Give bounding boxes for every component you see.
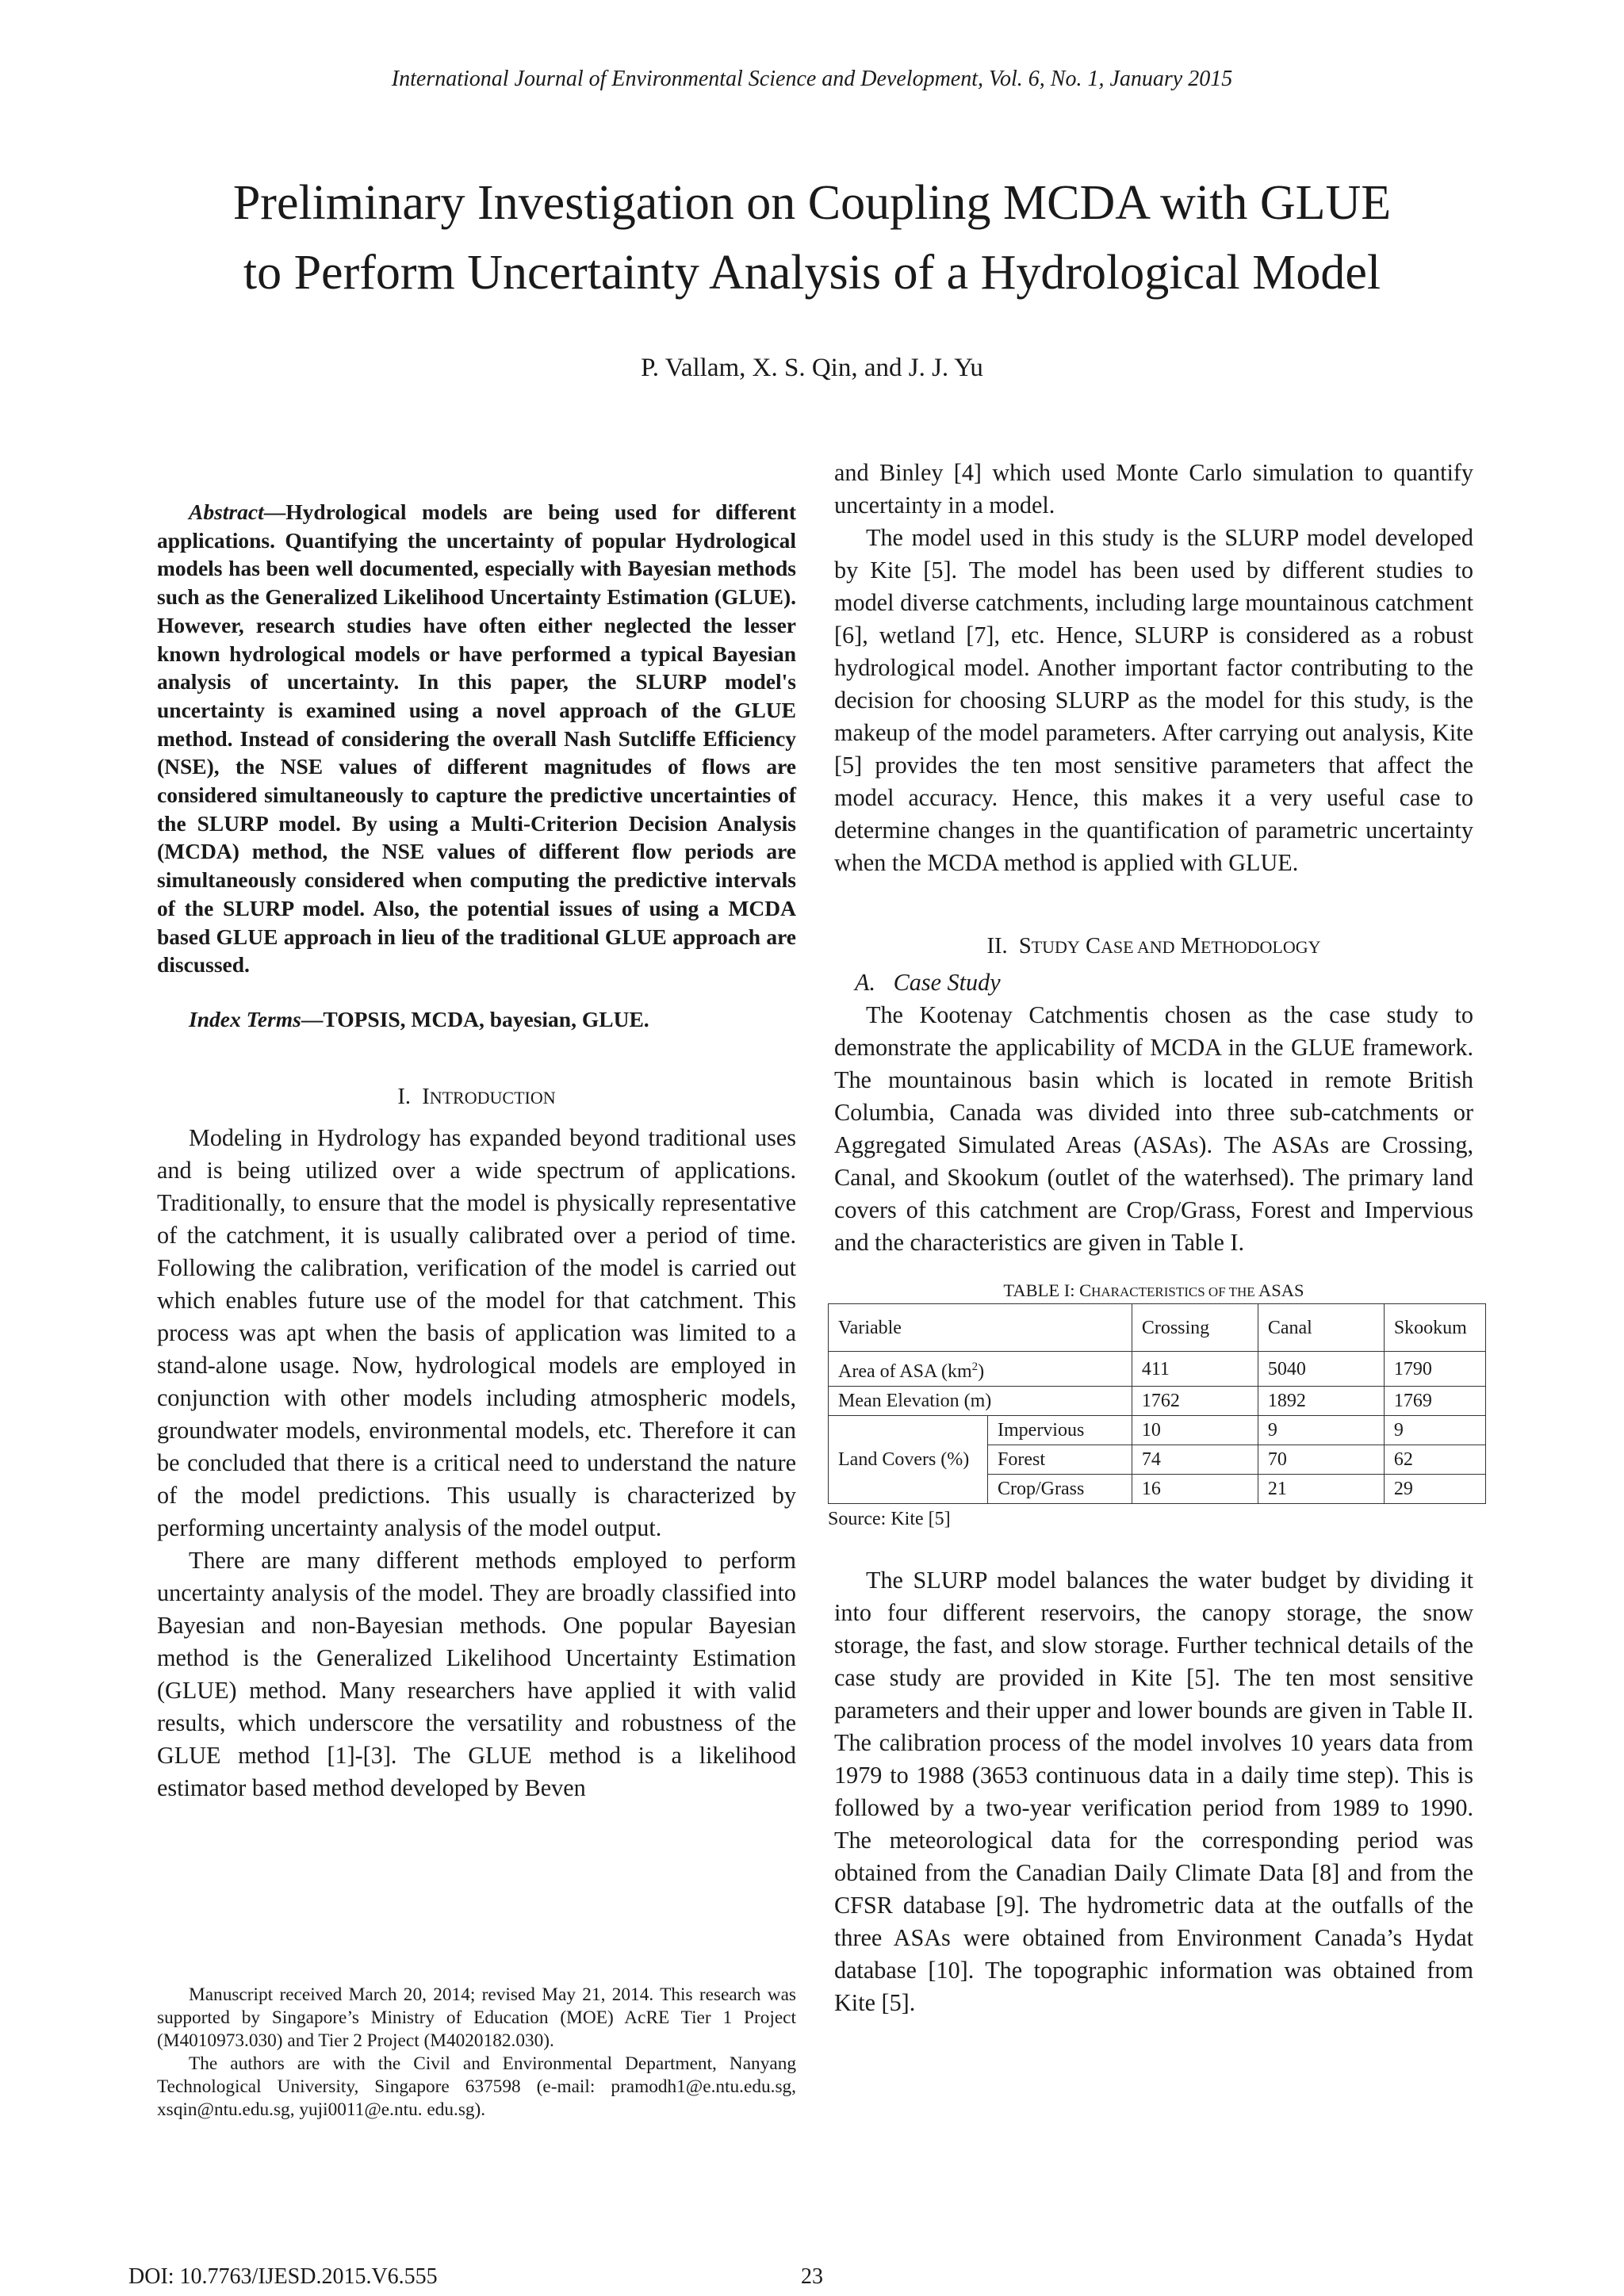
page-number: 23 bbox=[801, 2264, 823, 2289]
table-1-source: Source: Kite [5] bbox=[828, 1509, 951, 1529]
table-row bbox=[829, 1416, 1486, 1445]
title-line-2: to Perform Uncertainty Analysis of a Hydrological Model bbox=[243, 246, 1381, 300]
table-cell: 9 bbox=[1258, 1416, 1384, 1445]
table-cell: 10 bbox=[1132, 1416, 1258, 1445]
table-cell: 16 bbox=[1132, 1475, 1258, 1504]
table-1-caption: TABLE I: CHARACTERISTICS OF THE ASAS bbox=[1003, 1280, 1304, 1300]
table-header: Skookum bbox=[1384, 1304, 1485, 1352]
right-paragraph-slurp: The model used in this study is the SLURP model developed by Kite [5]. The model has been used by different studies to model diverse catchments, including large mountainous catchment [6], wetland [7], etc. Hence, SLURP is considered as a robust hydrological model. Another important factor contributing to the decision for choosing SLURP as the model for this study, is the makeup of the model parameters. After carrying out analysis, Kite [5] provides the ten most sensitive parameters that affect the model accuracy. Hence, this makes it a very useful case to determine changes in the quantification of parametric uncertainty when the MCDA method is applied with GLUE. bbox=[834, 524, 1473, 876]
index-terms-label: Index Terms bbox=[189, 1006, 301, 1031]
table-row bbox=[829, 1352, 1486, 1387]
intro-paragraph-1: Modeling in Hydrology has expanded beyond traditional uses and is being utilized over a wide spectrum of applications. Traditionally, to ensure that the model is physically representative of the catchment, it is usually calibrated over a period of time. Following the calibration, verification of the model is carried out which enables future use of the model for that catchment. This process was apt when the basis of application was limited to a stand-alone usage. Now, hydrological models are employed in conjunction with other models including atmospheric models, groundwater models, environmental models, etc. Therefore it can be concluded that there is a critical need to understand the nature of the model predictions. This usually is characterized by performing uncertainty analysis of the model output. bbox=[157, 1123, 796, 1541]
table-cell: 1762 bbox=[1132, 1387, 1258, 1416]
table-row bbox=[829, 1304, 1486, 1352]
table-cell: Mean Elevation (m) bbox=[829, 1387, 1132, 1416]
abstract-label: Abstract bbox=[189, 499, 264, 524]
table-cell: 70 bbox=[1258, 1445, 1384, 1475]
left-column bbox=[157, 498, 796, 1804]
table-cell: 62 bbox=[1384, 1445, 1485, 1475]
index-terms bbox=[157, 1005, 796, 1033]
table-cell: Impervious bbox=[988, 1416, 1132, 1445]
table-cell: Area of ASA $(km^2)$ bbox=[829, 1352, 1132, 1387]
footnote-affiliation: The authors are with the Civil and Environmental Department, Nanyang Technological University, Singapore 637598 (e-mail: pramodh1@e.ntu.edu.sg, xsqin@ntu.edu.sg, yuji0011@e.ntu. edu.sg). bbox=[157, 2053, 796, 2120]
journal-header: International Journal of Environmental Science and Development, Vol. 6, No. 1, January 2015 bbox=[391, 67, 1233, 91]
footnote-manuscript: Manuscript received March 20, 2014; revised May 21, 2014. This research was supported by Singapore’s Ministry of Education (MOE) AcRE Tier 1 Project (M4010973.030) and Tier 2 Project (M4020182.030). bbox=[157, 1984, 796, 2051]
table-cell: 1892 bbox=[1258, 1387, 1384, 1416]
table-cell: 411 bbox=[1132, 1352, 1258, 1387]
table-cell: 1769 bbox=[1384, 1387, 1485, 1416]
index-terms-text: —TOPSIS, MCDA, bayesian, GLUE. bbox=[301, 1006, 649, 1031]
table-cell: 74 bbox=[1132, 1445, 1258, 1475]
table-cell: 21 bbox=[1258, 1475, 1384, 1504]
table-header: Crossing bbox=[1132, 1304, 1258, 1352]
table-row bbox=[829, 1387, 1486, 1416]
paper-title bbox=[95, 168, 1529, 308]
intro-paragraph-2: There are many different methods employed to perform uncertainty analysis of the model. They are broadly classified into Bayesian and non-Bayesian methods. One popular Bayesian method is the Generalized Likelihood Uncertainty Estimation (GLUE) method. Many researchers have applied it with valid results, which underscore the versatility and robustness of the GLUE method [1]-[3]. The GLUE method is a likelihood estimator based method developed by Beven bbox=[157, 1546, 796, 1801]
section-heading-study-case: II. STUDY CASE AND METHODOLOGY bbox=[986, 934, 1321, 959]
abstract-text: —Hydrological models are being used for different applications. Quantifying the uncertainty of popular Hydrological models has been well documented, especially with Bayesian methods such as the Generalized Likelihood Uncertainty Estimation (GLUE). However, research studies have often either neglected the lesser known hydrological models or have performed a typical Bayesian analysis of uncertainty. In this paper, the SLURP model's uncertainty is examined using a novel approach of the GLUE method. Instead of considering the overall Nash Sutcliffe Efficiency (NSE), the NSE values of different magnitudes of flows are considered simultaneously to capture the predictive uncertainties of the SLURP model. By using a Multi-Criterion Decision Analysis (MCDA) method, the NSE values of different flow periods are simultaneously considered when computing the predictive intervals of the SLURP model. Also, the potential issues of using a MCDA based GLUE approach in lieu of the traditional GLUE approach are discussed. bbox=[157, 499, 796, 978]
title-line-1: Preliminary Investigation on Coupling MCDA with GLUE bbox=[232, 176, 1392, 230]
table-cell: 1790 bbox=[1384, 1352, 1485, 1387]
subsection-heading-case-study: A. Case Study bbox=[855, 969, 1001, 996]
case-study-paragraph-1: The Kootenay Catchmentis chosen as the case study to demonstrate the applicability of MCDA in the GLUE framework. The mountainous basin which is located in remote British Columbia, Canada was divided into three sub-catchments or Aggregated Simulated Areas (ASAs). The ASAs are Crossing, Canal, and Skookum (outlet of the waterhsed). The primary land covers of this catchment are Crop/Grass, Forest and Impervious and the characteristics are given in Table I. bbox=[834, 1001, 1473, 1256]
table-cell: Land Covers (%) bbox=[829, 1416, 988, 1504]
authors: P. Vallam, X. S. Qin, and J. J. Yu bbox=[641, 354, 983, 382]
table-header: Canal bbox=[1258, 1304, 1384, 1352]
case-study-paragraph-2: The SLURP model balances the water budget by dividing it into four different reservoirs, the canopy storage, the snow storage, the fast, and slow storage. Further technical details of the case study are provided in Kite [5]. The ten most sensitive parameters and their upper and lower bounds are given in Table II. The calibration process of the model involves 10 years data from 1979 to 1988 (3653 continuous data in a daily time step). This is followed by a two-year verification period from 1989 to 1990. The meteorological data for the corresponding period was obtained from the Canadian Daily Climate Data [8] and from the CFSR database [9]. The hydrometric data at the outfalls of the three ASAs were obtained from Environment Canada’s Hydat database [10]. The topographic information was obtained from Kite [5]. bbox=[834, 1567, 1473, 2016]
right-paragraph-continued: and Binley [4] which used Monte Carlo simulation to quantify uncertainty in a model. bbox=[834, 459, 1473, 519]
right-column bbox=[828, 457, 1473, 2019]
table-cell: Crop/Grass bbox=[988, 1475, 1132, 1504]
table-cell: 9 bbox=[1384, 1416, 1485, 1445]
footer-doi: DOI: 10.7763/IJESD.2015.V6.555 bbox=[128, 2264, 438, 2289]
table-cell: 5040 bbox=[1258, 1352, 1384, 1387]
table-1 bbox=[828, 1303, 1486, 1504]
table-cell: Forest bbox=[988, 1445, 1132, 1475]
section-heading-introduction: I. INTRODUCTION bbox=[397, 1084, 556, 1109]
footnotes bbox=[157, 1984, 796, 2122]
table-header: Variable bbox=[829, 1304, 1132, 1352]
table-cell: 29 bbox=[1384, 1475, 1485, 1504]
abstract bbox=[157, 498, 796, 979]
